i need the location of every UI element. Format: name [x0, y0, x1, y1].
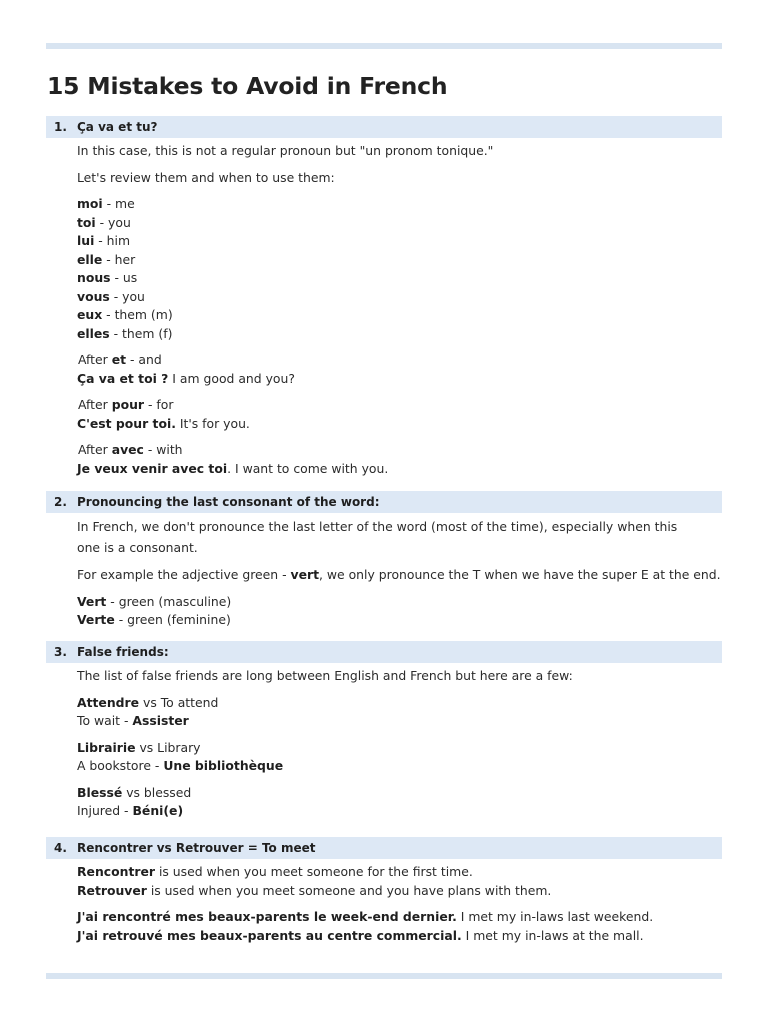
example-sentence: J'ai rencontré mes beaux-parents le week-end dernier. I met my in-laws last weekend.: [77, 909, 654, 924]
example-sentence: Je veux venir avec toi. I want to come with you.: [77, 460, 389, 476]
section-body: [46, 138, 722, 478]
false-friend-word: Librairie vs Library: [77, 739, 201, 755]
section-1: [46, 116, 722, 478]
false-friend-pair: [77, 784, 722, 821]
section-3: [46, 641, 722, 821]
section-header: [46, 491, 722, 513]
section-body: [46, 859, 722, 945]
list-item: eux - them (m): [77, 307, 173, 322]
false-friend-word: Attendre vs To attend: [77, 694, 219, 710]
list-item: Vert - green (masculine): [77, 593, 232, 609]
list-item: toi - you: [77, 214, 131, 230]
example-text: For example the adjective green - vert, we only pronounce the T when we have the super E at the end.: [77, 567, 721, 582]
pronoun-list: [77, 195, 722, 343]
example-sentence: J'ai retrouvé mes beaux-parents au centre commercial. I met my in-laws at the mall.: [77, 927, 644, 943]
section-number: 2.: [54, 495, 67, 509]
example-block: [77, 351, 722, 388]
example-list: [77, 908, 722, 945]
section-header: [46, 116, 722, 138]
false-friend-meaning: A bookstore - Une bibliothèque: [77, 758, 284, 773]
example-block: [77, 396, 722, 433]
list-item: Rencontrer is used when you meet someone for the first time.: [77, 864, 473, 879]
list-item: moi - me: [77, 196, 135, 211]
false-friend-meaning: To wait - Assister: [77, 713, 189, 728]
section-title: Rencontrer vs Retrouver = To meet: [77, 841, 316, 855]
false-friend-word: Blessé vs blessed: [77, 784, 192, 800]
example-rule: After pour - for: [78, 397, 174, 412]
example-rule: After avec - with: [78, 442, 183, 457]
false-friend-meaning: Injured - Béni(e): [77, 803, 184, 818]
section-body: [46, 663, 722, 821]
intro-text: In French, we don't pronounce the last letter of the word (most of the time), especially when this one is a consonant.: [77, 519, 678, 555]
list-item: lui - him: [77, 233, 131, 248]
example-sentence: Ça va et toi ? I am good and you?: [77, 370, 295, 386]
list-item: vous - you: [77, 288, 145, 304]
example-block: [77, 441, 722, 478]
intro-text: The list of false friends are long between English and French but here are a few:: [77, 668, 573, 683]
review-text: Let's review them and when to use them:: [77, 169, 335, 185]
example-rule: After et - and: [78, 352, 162, 367]
section-number: 4.: [54, 841, 67, 855]
list-item: Verte - green (feminine): [77, 612, 231, 627]
top-rule: [46, 43, 722, 49]
section-number: 1.: [54, 120, 67, 134]
forms-list: [77, 593, 722, 630]
page-title: 15 Mistakes to Avoid in French: [47, 72, 448, 100]
section-4: [46, 837, 722, 945]
section-header: [46, 641, 722, 663]
list-item: elles - them (f): [77, 325, 173, 341]
definition-list: [77, 863, 722, 900]
false-friend-pair: [77, 739, 722, 776]
section-number: 3.: [54, 645, 67, 659]
section-title: Ça va et tu?: [77, 120, 158, 134]
list-item: elle - her: [77, 251, 136, 267]
section-title: False friends:: [77, 645, 169, 659]
bottom-rule: [46, 973, 722, 979]
section-body: [46, 513, 722, 630]
section-2: [46, 491, 722, 630]
false-friend-pair: [77, 694, 722, 731]
example-sentence: C'est pour toi. It's for you.: [77, 415, 250, 431]
list-item: nous - us: [77, 270, 138, 285]
section-title: Pronouncing the last consonant of the word:: [77, 495, 380, 509]
section-header: [46, 837, 722, 859]
intro-text: In this case, this is not a regular pronoun but "un pronom tonique.": [77, 143, 494, 158]
list-item: Retrouver is used when you meet someone and you have plans with them.: [77, 882, 552, 898]
